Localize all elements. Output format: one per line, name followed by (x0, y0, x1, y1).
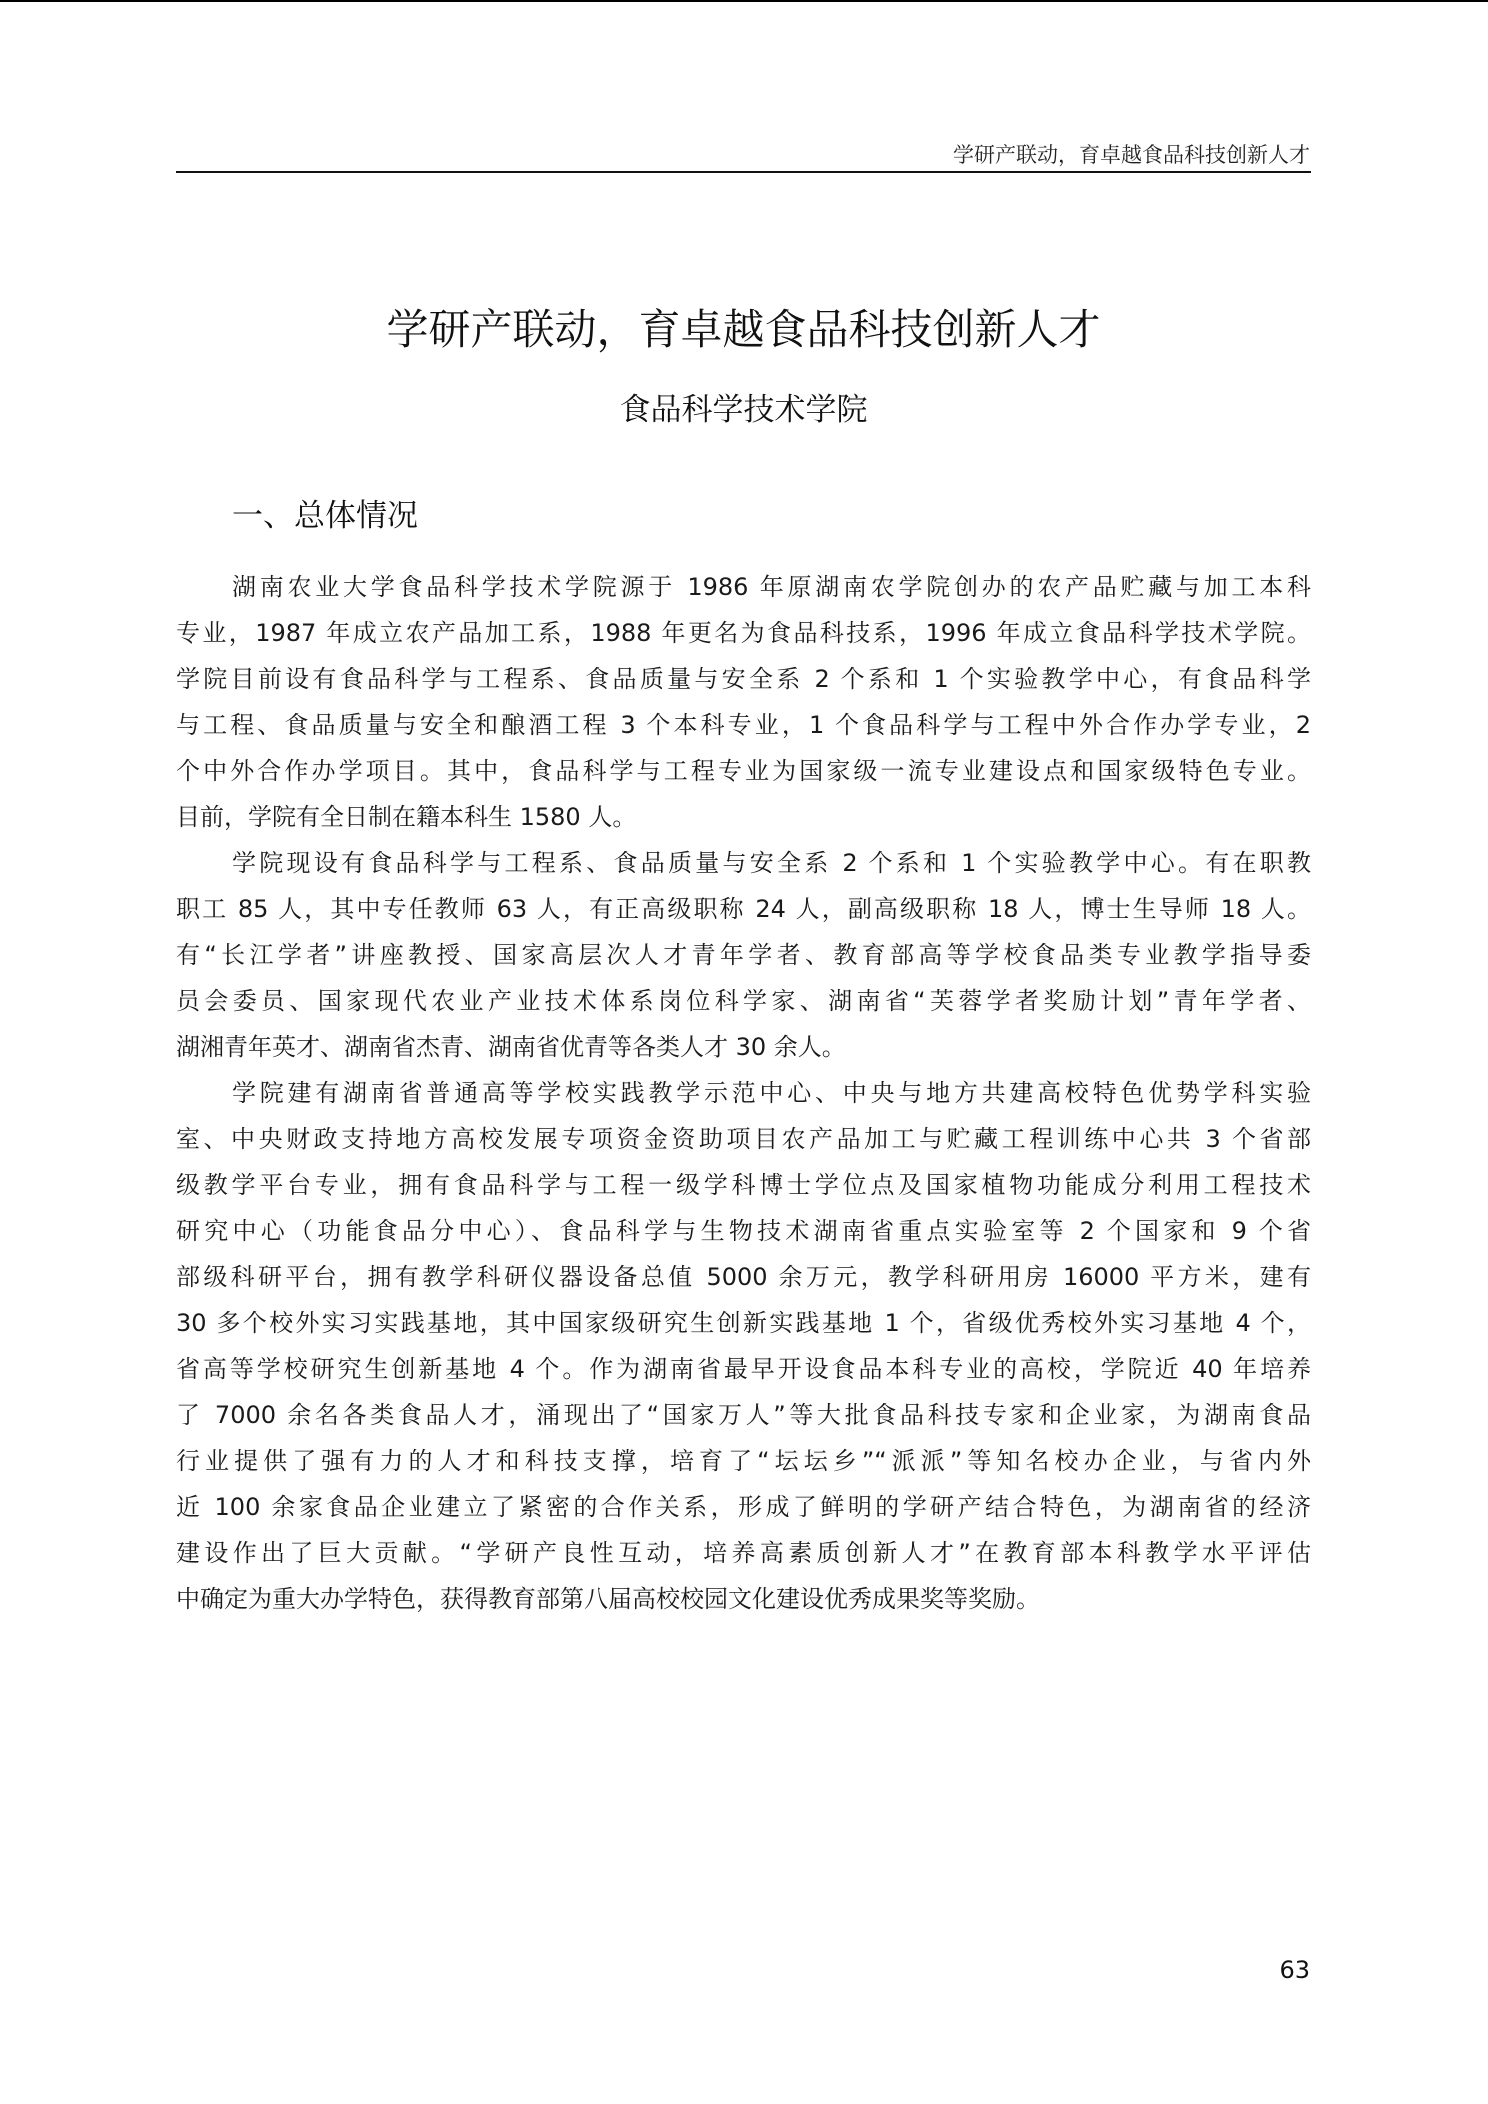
page-number: 63 (1279, 1956, 1310, 1984)
text-line: 了 7000 余名各类食品人才，涌现出了“国家万人”等大批食品科技专家和企业家，为湖南食品 (176, 1401, 1311, 1429)
text-line: 省高等学校研究生创新基地 4 个。作为湖南省最早开设食品本科专业的高校，学院近 40 年培养 (176, 1355, 1311, 1383)
text-line: 湖湘青年英才、湖南省杰青、湖南省优青等各类人才 30 余人。 (176, 1033, 846, 1061)
paragraph-1 (176, 564, 1311, 840)
text-line: 学院现设有食品科学与工程系、食品质量与安全系 2 个系和 1 个实验教学中心。有在职教 (232, 849, 1311, 877)
paragraph-3 (176, 1070, 1311, 1622)
text-line: 室、中央财政支持地方高校发展专项资金资助项目农产品加工与贮藏工程训练中心共 3 个省部 (176, 1125, 1311, 1153)
text-line: 湖南农业大学食品科学技术学院源于 1986 年原湖南农学院创办的农产品贮藏与加工本科 (232, 573, 1311, 601)
body-text (176, 564, 1311, 1622)
text-line: 与工程、食品质量与安全和酿酒工程 3 个本科专业，1 个食品科学与工程中外合作办学专业，2 (176, 711, 1311, 739)
text-line: 学院目前设有食品科学与工程系、食品质量与安全系 2 个系和 1 个实验教学中心，有食品科学 (176, 665, 1311, 693)
page-top-border (0, 0, 1488, 2)
running-header-title: 学研产联动，育卓越食品科技创新人才 (953, 143, 1310, 167)
text-line: 级教学平台专业，拥有食品科学与工程一级学科博士学位点及国家植物功能成分利用工程技术 (176, 1171, 1311, 1199)
text-line: 行业提供了强有力的人才和科技支撑，培育了“坛坛乡”“派派”等知名校办企业，与省内外 (176, 1447, 1311, 1475)
header-rule (176, 171, 1311, 173)
text-line: 部级科研平台，拥有教学科研仪器设备总值 5000 余万元，教学科研用房 16000 平方米，建有 (176, 1263, 1311, 1291)
text-line: 个中外合作办学项目。其中，食品科学与工程专业为国家级一流专业建设点和国家级特色专业。 (176, 757, 1311, 785)
text-line: 中确定为重大办学特色，获得教育部第八届高校校园文化建设优秀成果奖等奖励。 (176, 1585, 1040, 1613)
text-line: 员会委员、国家现代农业产业技术体系岗位科学家、湖南省“芙蓉学者奖励计划”青年学者、 (176, 987, 1311, 1015)
document-title: 学研产联动，育卓越食品科技创新人才 (386, 305, 1101, 354)
document-subtitle: 食品科学技术学院 (619, 392, 868, 428)
text-line: 有“长江学者”讲座教授、国家高层次人才青年学者、教育部高等学校食品类专业教学指导委 (176, 941, 1311, 969)
text-line: 研究中心（功能食品分中心）、食品科学与生物技术湖南省重点实验室等 2 个国家和 9 个省 (176, 1217, 1311, 1245)
text-line: 专业，1987 年成立农产品加工系，1988 年更名为食品科技系，1996 年成立食品科学技术学院。 (176, 619, 1311, 647)
text-line: 职工 85 人，其中专任教师 63 人，有正高级职称 24 人，副高级职称 18 人，博士生导师 18 人。 (176, 895, 1311, 923)
paragraph-2 (176, 840, 1311, 1070)
text-line: 目前，学院有全日制在籍本科生 1580 人。 (176, 803, 637, 831)
text-line: 30 多个校外实习实践基地，其中国家级研究生创新实践基地 1 个，省级优秀校外实习基地 4 个， (176, 1309, 1311, 1337)
section-heading: 一、总体情况 (232, 498, 418, 534)
text-line: 学院建有湖南省普通高等学校实践教学示范中心、中央与地方共建高校特色优势学科实验 (232, 1079, 1311, 1107)
text-line: 近 100 余家食品企业建立了紧密的合作关系，形成了鲜明的学研产结合特色，为湖南省的经济 (176, 1493, 1311, 1521)
text-line: 建设作出了巨大贡献。“学研产良性互动，培养高素质创新人才”在教育部本科教学水平评估 (176, 1539, 1311, 1567)
